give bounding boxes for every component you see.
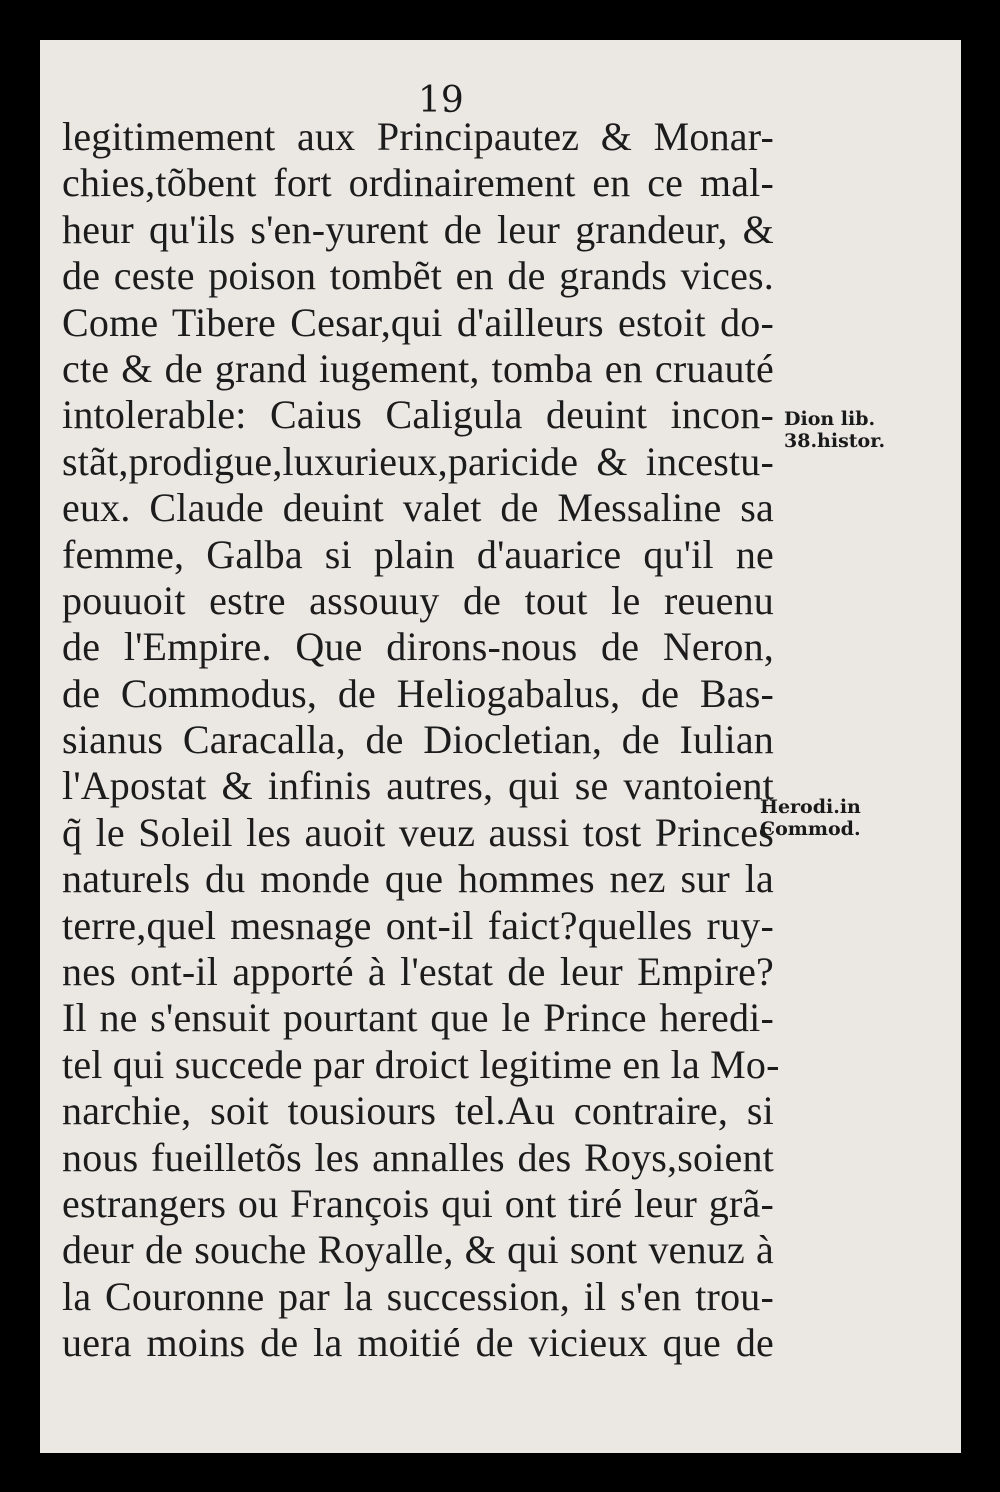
text-line: Il ne s'ensuit pourtant que le Prince heredi- [62, 995, 774, 1041]
text-line: naturels du monde que hommes nez sur la [62, 856, 774, 902]
book-page [40, 40, 961, 1453]
text-line: intolerable: Caius Caligula deuint incon- [62, 392, 774, 438]
page-number: 19 [418, 80, 464, 121]
text-line: de Commodus, de Heliogabalus, de Bas- [62, 670, 774, 716]
margin-note-dion [784, 408, 885, 452]
body-text [62, 114, 780, 1367]
text-line: l'Apostat & infinis autres, qui se vantoient [62, 763, 774, 809]
text-line: nous fueilletõs les annalles des Roys,soient [62, 1134, 774, 1180]
text-line: nes ont-il apporté à l'estat de leur Empire? [62, 949, 774, 995]
margin-note-line: Dion lib. [784, 408, 876, 430]
text-line: femme, Galba si plain d'auarice qu'il ne [62, 531, 774, 577]
text-line: la Couronne par la succession, il s'en trou- [62, 1273, 774, 1319]
text-line: estrangers ou François qui ont tiré leur grã- [62, 1180, 774, 1226]
margin-note-line: Herodi.in [760, 796, 861, 818]
text-line: terre,quel mesnage ont-il faict?quelles ruy- [62, 902, 774, 948]
text-line: stãt,prodigue,luxurieux,paricide & incestu- [62, 438, 774, 484]
text-line: narchie, soit tousiours tel.Au contraire, si [62, 1088, 774, 1134]
text-line: tel qui succede par droict legitime en la Mo- [62, 1041, 780, 1087]
text-line: chies,tõbent fort ordinairement en ce mal- [62, 160, 774, 206]
text-line: deur de souche Royalle, & qui sont venuz à [62, 1227, 774, 1273]
text-line: eux. Claude deuint valet de Messaline sa [62, 485, 774, 531]
text-line: q̃ le Soleil les auoit veuz aussi tost Princes [62, 809, 774, 855]
text-line: de l'Empire. Que dirons-nous de Neron, [62, 624, 774, 670]
margin-note-herodian [760, 796, 861, 840]
margin-note-line: 38.histor. [784, 430, 886, 452]
text-line: heur qu'ils s'en-yurent de leur grandeur, & [62, 206, 774, 252]
text-line: de ceste poison tombẽt en de grands vices. [62, 253, 774, 299]
text-line: Come Tibere Cesar,qui d'ailleurs estoit do- [62, 299, 774, 345]
margin-note-line: Commod. [760, 818, 861, 840]
text-line: uera moins de la moitié de vicieux que de [62, 1320, 774, 1366]
text-line: sianus Caracalla, de Diocletian, de Iulian [62, 717, 774, 763]
text-line: cte & de grand iugement, tomba en cruauté [62, 345, 774, 391]
text-line: legitimement aux Principautez & Monar- [62, 114, 774, 159]
text-line: pouuoit estre assouuy de tout le reuenu [62, 577, 774, 623]
